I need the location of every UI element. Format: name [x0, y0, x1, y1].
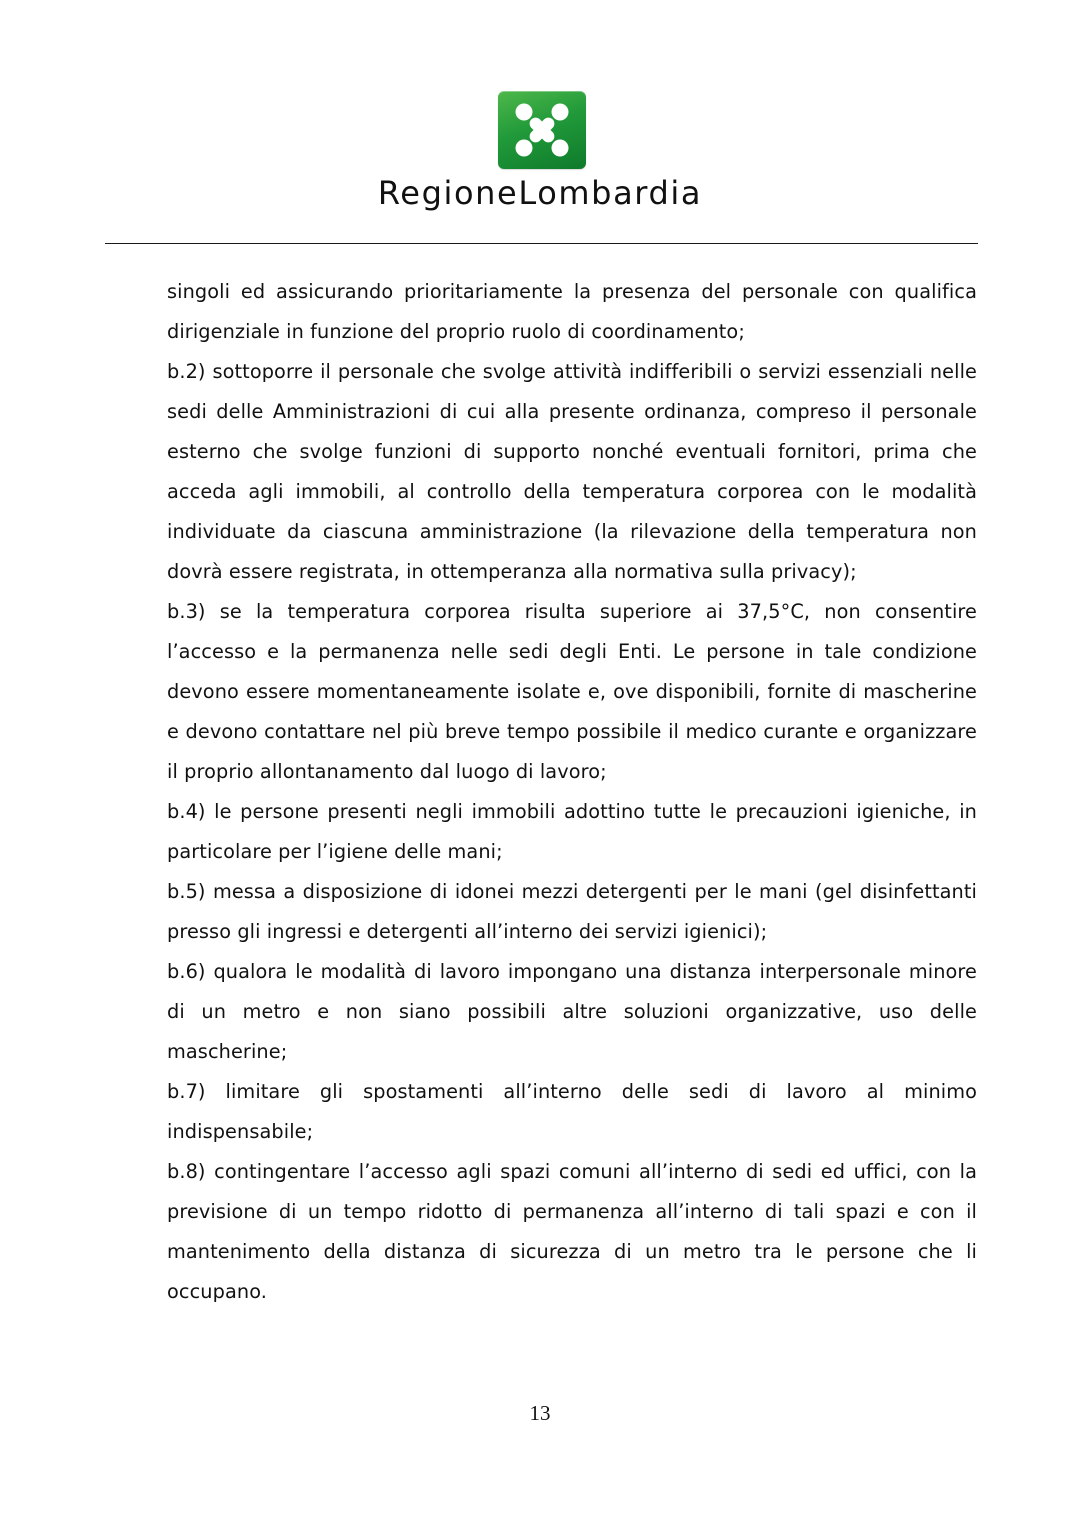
- document-body: [167, 272, 977, 1312]
- paragraph-b8: b.8) contingentare l’accesso agli spazi comuni all’interno di sedi ed uffici, con la previsione di un tempo ridotto di permanenza all’interno di tali spazi e con il mantenimento della distanza di sicurezza di un metro tra le persone che li occupano.: [167, 1160, 977, 1303]
- brand-wordmark: RegioneLombardia: [377, 174, 703, 212]
- paragraph-b7: b.7) limitare gli spostamenti all’interno delle sedi di lavoro al minimo indispensabile;: [167, 1080, 977, 1143]
- header-divider: [105, 243, 978, 244]
- paragraph-continuation: singoli ed assicurando prioritariamente la presenza del personale con qualifica dirigenziale in funzione del proprio ruolo di coordinamento;: [167, 280, 977, 343]
- paragraph-b4: b.4) le persone presenti negli immobili adottino tutte le precauzioni igieniche, in particolare per l’igiene delle mani;: [167, 800, 977, 863]
- regione-lombardia-logo: [498, 91, 586, 169]
- paragraph-b2: b.2) sottoporre il personale che svolge attività indifferibili o servizi essenziali nelle sedi delle Amministrazioni di cui alla presente ordinanza, compreso il personale esterno che svolge funzioni di supporto nonché eventuali fornitori, prima che acceda agli immobili, al controllo della temperatura corporea con le modalità individuate da ciascuna amministrazione (la rilevazione della temperatura non dovrà essere registrata, in ottemperanza alla normativa sulla privacy);: [167, 360, 977, 583]
- paragraph-b6: b.6) qualora le modalità di lavoro impongano una distanza interpersonale minore di un metro e non siano possibili altre soluzioni organizzative, uso delle mascherine;: [167, 960, 977, 1063]
- rosa-camuna-icon: [498, 91, 586, 169]
- paragraph-b5: b.5) messa a disposizione di idonei mezzi detergenti per le mani (gel disinfettanti presso gli ingressi e detergenti all’interno dei servizi igienici);: [167, 880, 977, 943]
- page-number: 13: [529, 1401, 551, 1425]
- paragraph-b3: b.3) se la temperatura corporea risulta superiore ai 37,5°C, non consentire l’accesso e la permanenza nelle sedi degli Enti. Le persone in tale condizione devono essere momentaneamente isolate e, ove disponibili, fornite di mascherine e devono contattare nel più breve tempo possibile il medico curante e organizzare il proprio allontanamento dal luogo di lavoro;: [167, 600, 977, 783]
- page-header: [0, 0, 1080, 245]
